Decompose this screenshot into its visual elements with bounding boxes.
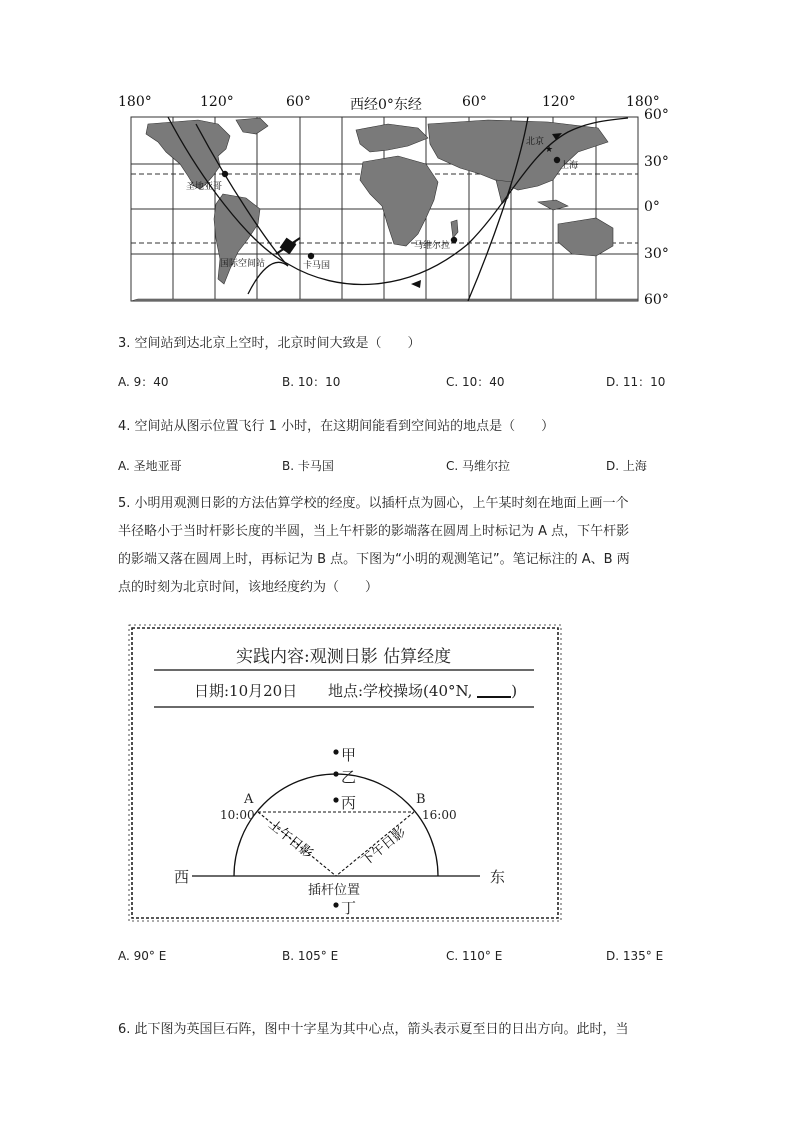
label-kama: 卡马国 [303, 261, 331, 271]
lat-label-60n: 60° [644, 107, 669, 123]
lon-label-180e: 180° [626, 94, 660, 110]
lat-label-30s: 30° [644, 246, 669, 262]
world-map-figure [108, 94, 688, 309]
point-yi [333, 771, 338, 776]
point-bing [333, 797, 338, 802]
q3-option-a[interactable]: A. 9：40 [118, 375, 169, 389]
label-beijing: 北京 [526, 137, 545, 147]
note-place-end: ) [511, 682, 518, 700]
question-4-stem: 4. 空间站从图示位置飞行 1 小时，在这期间能看到空间站的地点是（ ） [118, 419, 555, 434]
lon-label-60e: 60° [462, 94, 487, 110]
label-b-time: 16:00 [422, 808, 457, 822]
q4-option-d[interactable]: D. 上海 [606, 459, 647, 473]
lat-label-60s: 60° [644, 292, 669, 308]
q5-line-2: 半径略小于当时杆影长度的半圆，当上午杆影的影端落在圆周上时标记为 A 点，下午杆影 [118, 524, 630, 539]
label-ding: 丁 [341, 899, 357, 917]
longitude-blank [477, 696, 511, 698]
lat-label-0: 0° [644, 199, 660, 215]
note-title: 实践内容:观测日影 估算经度 [236, 647, 452, 667]
label-east: 东 [490, 868, 506, 886]
lon-label-60w: 60° [286, 94, 311, 110]
label-madagascar: 马维尔拉 [414, 241, 451, 251]
label-yi: 乙 [341, 768, 357, 786]
question-6-stem: 6. 此下图为英国巨石阵，图中十字星为其中心点，箭头表示夏至日的日出方向。此时，当 [118, 1022, 629, 1037]
question-5-stem [118, 490, 678, 602]
question-3-stem: 3. 空间站到达北京上空时，北京时间大致是（ ） [118, 336, 421, 351]
label-pm-shadow: 下午日影 [359, 824, 409, 870]
lon-label-180w: 180° [118, 94, 152, 110]
q3-option-d[interactable]: D. 11：10 [606, 375, 666, 389]
note-place-text: 地点:学校操场(40°N, [328, 682, 478, 700]
label-a: A [244, 792, 254, 807]
q5-option-c[interactable]: C. 110° E [446, 949, 503, 963]
q4-option-b[interactable]: B. 卡马国 [282, 459, 334, 473]
label-am-shadow: 上午日影 [265, 817, 316, 862]
santiago-dot [222, 171, 228, 177]
madagascar-dot [451, 237, 457, 243]
world-map-svg [108, 94, 688, 309]
q5-line-4: 点的时刻为北京时间，该地经度约为（ ） [118, 580, 379, 595]
observation-note-figure [124, 620, 566, 926]
note-place [328, 680, 517, 701]
label-b: B [416, 792, 426, 807]
q5-option-b[interactable]: B. 105° E [282, 949, 339, 963]
label-west: 西 [174, 868, 190, 886]
svg-text:★: ★ [545, 145, 554, 155]
note-date: 日期:10月20日 [194, 682, 298, 700]
label-santiago: 圣地亚哥 [186, 182, 223, 192]
lat-label-30n: 30° [644, 154, 669, 170]
label-shanghai: 上海 [560, 161, 579, 171]
label-a-time: 10:00 [220, 808, 255, 822]
q4-option-a[interactable]: A. 圣地亚哥 [118, 459, 182, 473]
q4-option-c[interactable]: C. 马维尔拉 [446, 459, 511, 473]
lon-label-120w: 120° [200, 94, 234, 110]
point-jia [333, 749, 338, 754]
q5-option-d[interactable]: D. 135° E [606, 949, 664, 963]
q5-option-a[interactable]: A. 90° E [118, 949, 167, 963]
q3-option-c[interactable]: C. 10：40 [446, 375, 505, 389]
kama-dot [308, 253, 314, 259]
label-iss: 国际空间站 [220, 259, 266, 269]
q5-line-1: 5. 小明用观测日影的方法估算学校的经度。以插杆点为圆心，上午某时刻在地面上画一个 [118, 496, 629, 511]
shadow-semicircle [234, 774, 438, 876]
lon-label-prime: 西经0°东经 [350, 97, 422, 113]
iss-marker [276, 238, 300, 255]
lon-label-120e: 120° [542, 94, 576, 110]
label-bing: 丙 [341, 794, 357, 812]
label-jia: 甲 [341, 746, 357, 764]
q5-line-3: 的影端又落在圆周上时，再标记为 B 点。下图为“小明的观测笔记”。笔记标注的 A、B 两 [118, 552, 630, 567]
label-pole-position: 插杆位置 [308, 883, 361, 898]
q3-option-b[interactable]: B. 10：10 [282, 375, 341, 389]
point-ding [333, 902, 338, 907]
